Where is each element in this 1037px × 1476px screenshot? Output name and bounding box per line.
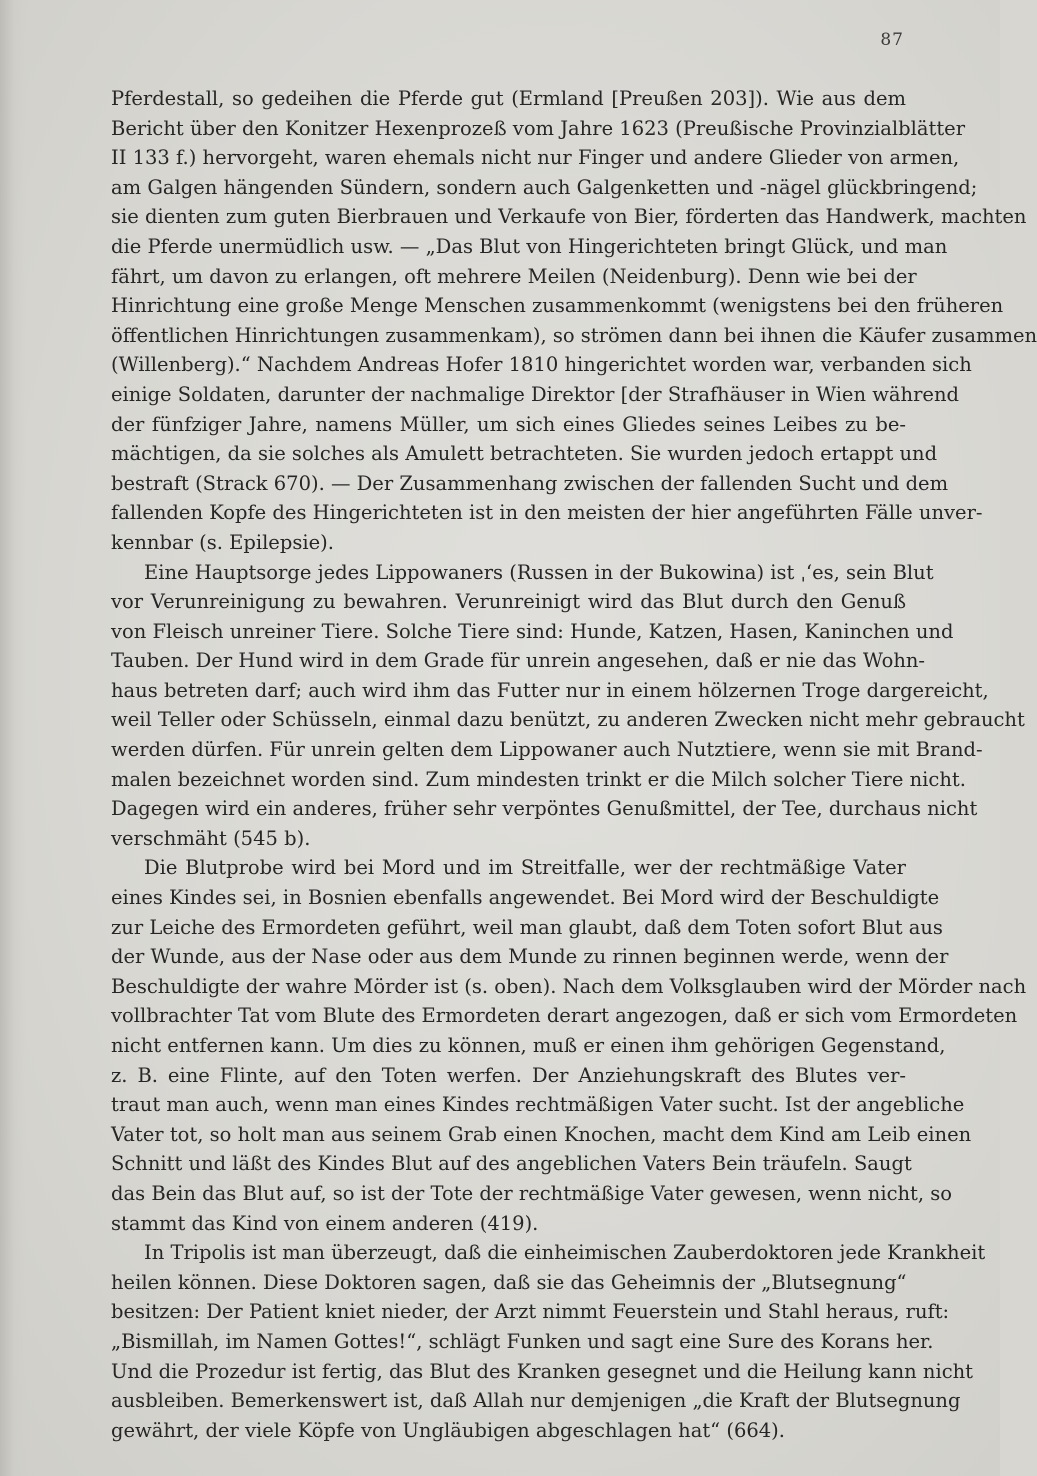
paragraph-end-line: stammt das Kind von einem anderen (419). [111, 1211, 539, 1235]
text-line: mächtigen, da sie solches als Amulett betrachteten. Sie wurden jedoch ertappt und [111, 442, 938, 466]
text-line: „Bismillah, im Namen Gottes!“, schlägt Funken und sagt eine Sure des Korans her. [111, 1329, 934, 1353]
text-line: öffentlichen Hinrichtungen zusammenkam), so strömen dann bei ihnen die Käufer zusammen [111, 323, 1037, 347]
text-line: einige Soldaten, darunter der nachmalige Direktor [der Strafhäuser in Wien während [111, 382, 960, 406]
text-line: (Willenberg).“ Nachdem Andreas Hofer 1810 hingerichtet worden war, verbanden sich [111, 353, 972, 377]
text-line: besitzen: Der Patient kniet nieder, der Arzt nimmt Feuerstein und Stahl heraus, ruft: [111, 1300, 950, 1324]
text-line: Hinrichtung eine große Menge Menschen zusammenkommt (wenigstens bei den früheren [111, 294, 1004, 318]
text-line: zur Leiche des Ermordeten geführt, weil man glaubt, daß dem Toten sofort Blut aus [111, 915, 943, 939]
text-line: der Wunde, aus der Nase oder aus dem Munde zu rinnen beginnen werde, wenn der [111, 945, 949, 969]
text-line: werden dürfen. Für unrein gelten dem Lippowaner auch Nutztiere, wenn sie mit Brand- [111, 738, 983, 762]
text-line: Pferdestall, so gedeihen die Pferde gut (Ermland [Preußen 203]). Wie aus dem [111, 87, 906, 110]
text-line: die Pferde unermüdlich usw. — „Das Blut von Hingerichteten bringt Glück, und man [111, 234, 948, 258]
paragraph-first-line: Eine Hauptsorge jedes Lippowaners (Russen in der Bukowina) ist ˌ‘es, sein Blut [144, 560, 934, 584]
text-line: fährt, um davon zu erlangen, oft mehrere Meilen (Neidenburg). Denn wie bei der [111, 264, 917, 288]
text-line: von Fleisch unreiner Tiere. Solche Tiere sind: Hunde, Katzen, Hasen, Kaninchen und [111, 619, 954, 643]
text-line: traut man auch, wenn man eines Kindes rechtmäßigen Vater sucht. Ist der angebliche [111, 1093, 965, 1117]
text-line: malen bezeichnet worden sind. Zum mindesten trinkt er die Milch solcher Tiere nicht. [111, 767, 966, 791]
text-line: Und die Prozedur ist fertig, das Blut des Kranken gesegnet und die Heilung kann nicht [111, 1359, 974, 1383]
text-line: Vater tot, so holt man aus seinem Grab einen Knochen, macht dem Kind am Leib einen [111, 1122, 972, 1146]
text-line: haus betreten darf; auch wird ihm das Futter nur in einem hölzernen Troge dargereicht, [111, 678, 989, 702]
text-line: vor Verunreinigung zu bewahren. Verunreinigt wird das Blut durch den Genuß [111, 590, 906, 614]
text-line: sie dienten zum guten Bierbrauen und Verkaufe von Bier, förderten das Handwerk, machten [111, 205, 1027, 229]
text-line: heilen können. Diese Doktoren sagen, daß sie das Geheimnis der „Blutsegnung“ [111, 1270, 907, 1294]
text-line: vollbrachter Tat vom Blute des Ermordeten derart angezogen, daß er sich vom Ermordeten [111, 1004, 1018, 1028]
paragraph-first-line: Die Blutprobe wird bei Mord und im Streitfalle, wer der rechtmäßige Vater [144, 856, 906, 880]
text-line: Dagegen wird ein anderes, früher sehr verpöntes Genußmittel, der Tee, durchaus nicht [111, 797, 978, 821]
text-line: Schnitt und läßt des Kindes Blut auf des angeblichen Vaters Bein träufeln. Saugt [111, 1152, 912, 1176]
text-line: ausbleiben. Bemerkenswert ist, daß Allah nur demjenigen „die Kraft der Blutsegnung [111, 1389, 961, 1413]
text-line: am Galgen hängenden Sündern, sondern auch Galgenketten und -nägel glückbringend; [111, 175, 978, 199]
text-line: eines Kindes sei, in Bosnien ebenfalls angewendet. Bei Mord wird der Beschuldigte [111, 886, 940, 910]
text-line: II 133 f.) hervorgeht, waren ehemals nicht nur Finger und andere Glieder von armen, [111, 146, 960, 170]
text-line: das Bein das Blut auf, so ist der Tote der rechtmäßige Vater gewesen, wenn nicht, so [111, 1181, 953, 1205]
paragraph-end-line: verschmäht (545 b). [111, 826, 311, 850]
paragraph-end-line: kennbar (s. Epilepsie). [111, 530, 334, 554]
paragraph-end-line: gewährt, der viele Köpfe von Ungläubigen abgeschlagen hat“ (664). [111, 1418, 785, 1442]
text-line: der fünfziger Jahre, namens Müller, um sich eines Gliedes seines Leibes zu be- [111, 412, 906, 436]
paragraph-first-line: In Tripolis ist man überzeugt, daß die einheimischen Zauberdoktoren jede Krankheit [144, 1241, 986, 1265]
text-line: nicht entfernen kann. Um dies zu können, muß er einen ihm gehörigen Gegenstand, [111, 1034, 946, 1057]
text-line: z. B. eine Flinte, auf den Toten werfen. Der Anziehungskraft des Blutes ver- [111, 1063, 906, 1087]
text-line: bestraft (Strack 670). — Der Zusammenhang zwischen der fallenden Sucht und dem [111, 471, 949, 495]
text-line: weil Teller oder Schüsseln, einmal dazu benützt, zu anderen Zwecken nicht mehr gebraucht [111, 708, 1025, 732]
text-line: Beschuldigte der wahre Mörder ist (s. oben). Nach dem Volksglauben wird der Mörder nach [111, 974, 1027, 998]
text-line: Bericht über den Konitzer Hexenprozeß vom Jahre 1623 (Preußische Provinzialblätter [111, 116, 966, 140]
text-line: Tauben. Der Hund wird in dem Grade für unrein angesehen, daß er nie das Wohn- [111, 649, 926, 673]
text-line: fallenden Kopfe des Hingerichteten ist in den meisten der hier angeführten Fälle unver- [111, 501, 983, 525]
binding-shadow [0, 0, 26, 1476]
body-text [111, 84, 1037, 1445]
page-number: 87 [880, 30, 904, 50]
